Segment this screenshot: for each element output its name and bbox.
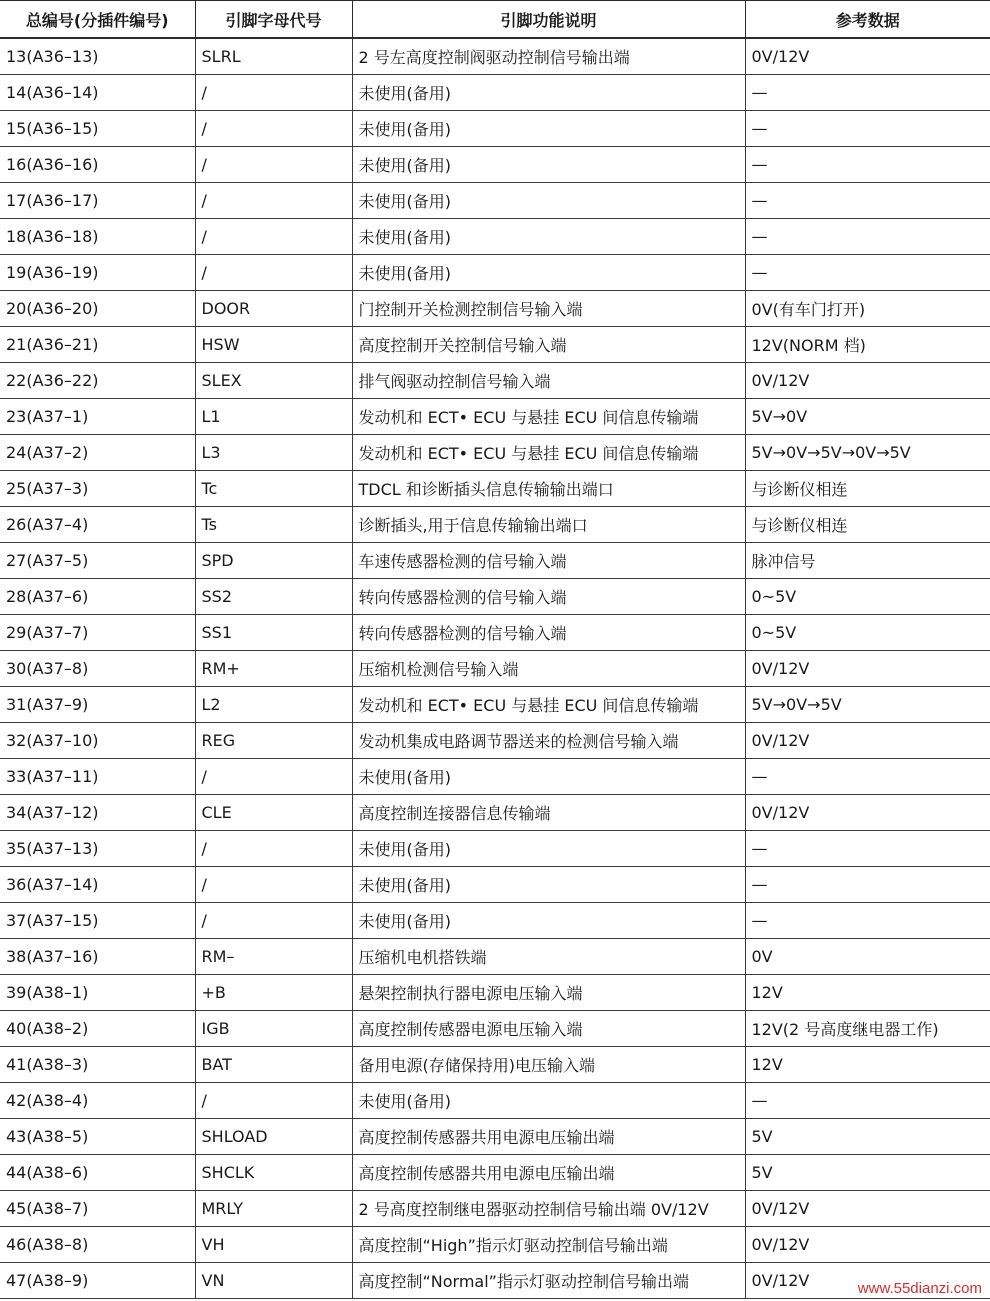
cell-pin-code: / xyxy=(195,903,352,939)
cell-pin-function: 诊断插头,用于信息传输输出端口 xyxy=(352,507,745,543)
table-row xyxy=(0,615,990,651)
cell-total-number: 41(A38–3) xyxy=(0,1047,195,1083)
cell-pin-code: VN xyxy=(195,1263,352,1299)
cell-total-number: 34(A37–12) xyxy=(0,795,195,831)
cell-reference-data: 5V→0V→5V xyxy=(745,687,990,723)
cell-total-number: 46(A38–8) xyxy=(0,1227,195,1263)
cell-reference-data: — xyxy=(745,183,990,219)
cell-pin-code: / xyxy=(195,1083,352,1119)
table-row xyxy=(0,1263,990,1299)
table-row xyxy=(0,1119,990,1155)
cell-reference-data: 5V→0V xyxy=(745,399,990,435)
table-row xyxy=(0,38,990,75)
cell-pin-code: / xyxy=(195,183,352,219)
cell-pin-function: 高度控制“Normal”指示灯驱动控制信号输出端 xyxy=(352,1263,745,1299)
header-reference-data: 参考数据 xyxy=(745,1,990,39)
cell-reference-data: — xyxy=(745,75,990,111)
cell-total-number: 45(A38–7) xyxy=(0,1191,195,1227)
cell-total-number: 25(A37–3) xyxy=(0,471,195,507)
cell-pin-function: 备用电源(存储保持用)电压输入端 xyxy=(352,1047,745,1083)
cell-pin-function: 未使用(备用) xyxy=(352,75,745,111)
cell-pin-code: RM– xyxy=(195,939,352,975)
cell-total-number: 16(A36–16) xyxy=(0,147,195,183)
cell-total-number: 28(A37–6) xyxy=(0,579,195,615)
cell-pin-code: SLRL xyxy=(195,38,352,75)
cell-total-number: 32(A37–10) xyxy=(0,723,195,759)
cell-pin-function: 排气阀驱动控制信号输入端 xyxy=(352,363,745,399)
cell-pin-code: CLE xyxy=(195,795,352,831)
table-row xyxy=(0,759,990,795)
cell-pin-function: 高度控制传感器共用电源电压输出端 xyxy=(352,1155,745,1191)
table-row xyxy=(0,399,990,435)
cell-reference-data: 0V(有车门打开) xyxy=(745,291,990,327)
cell-pin-function: 未使用(备用) xyxy=(352,255,745,291)
table-row xyxy=(0,183,990,219)
cell-pin-code: Ts xyxy=(195,507,352,543)
table-row xyxy=(0,795,990,831)
cell-pin-function: 发动机集成电路调节器送来的检测信号输入端 xyxy=(352,723,745,759)
table-row xyxy=(0,1191,990,1227)
cell-pin-code: L3 xyxy=(195,435,352,471)
cell-total-number: 33(A37–11) xyxy=(0,759,195,795)
cell-pin-function: 压缩机检测信号输入端 xyxy=(352,651,745,687)
cell-total-number: 15(A36–15) xyxy=(0,111,195,147)
watermark: www.55dianzi.com xyxy=(857,1280,982,1297)
cell-total-number: 47(A38–9) xyxy=(0,1263,195,1299)
cell-pin-function: 高度控制传感器电源电压输入端 xyxy=(352,1011,745,1047)
cell-pin-code: SS1 xyxy=(195,615,352,651)
cell-pin-function: 未使用(备用) xyxy=(352,183,745,219)
cell-total-number: 31(A37–9) xyxy=(0,687,195,723)
table-row xyxy=(0,939,990,975)
cell-reference-data: — xyxy=(745,759,990,795)
cell-pin-code: / xyxy=(195,75,352,111)
cell-pin-function: 未使用(备用) xyxy=(352,111,745,147)
cell-reference-data: — xyxy=(745,255,990,291)
cell-reference-data: 脉冲信号 xyxy=(745,543,990,579)
cell-pin-function: 转向传感器检测的信号输入端 xyxy=(352,579,745,615)
table-row xyxy=(0,831,990,867)
cell-reference-data: 0V xyxy=(745,939,990,975)
table-row xyxy=(0,1227,990,1263)
table-row xyxy=(0,975,990,1011)
cell-pin-function: 未使用(备用) xyxy=(352,903,745,939)
cell-pin-function: 未使用(备用) xyxy=(352,831,745,867)
cell-pin-code: SPD xyxy=(195,543,352,579)
cell-pin-function: 未使用(备用) xyxy=(352,219,745,255)
table-row xyxy=(0,363,990,399)
cell-reference-data: 12V xyxy=(745,1047,990,1083)
cell-total-number: 18(A36–18) xyxy=(0,219,195,255)
cell-pin-code: SHCLK xyxy=(195,1155,352,1191)
cell-reference-data: 12V(NORM 档) xyxy=(745,327,990,363)
header-pin-function: 引脚功能说明 xyxy=(352,1,745,39)
table-row xyxy=(0,903,990,939)
cell-total-number: 44(A38–6) xyxy=(0,1155,195,1191)
cell-pin-code: SLEX xyxy=(195,363,352,399)
cell-reference-data: 0V/12V xyxy=(745,795,990,831)
cell-total-number: 38(A37–16) xyxy=(0,939,195,975)
cell-total-number: 35(A37–13) xyxy=(0,831,195,867)
cell-reference-data: — xyxy=(745,147,990,183)
cell-reference-data: 0V/12V xyxy=(745,723,990,759)
cell-pin-code: SHLOAD xyxy=(195,1119,352,1155)
cell-reference-data: 12V(2 号高度继电器工作) xyxy=(745,1011,990,1047)
cell-pin-code: IGB xyxy=(195,1011,352,1047)
cell-pin-function: 发动机和 ECT• ECU 与悬挂 ECU 间信息传输端 xyxy=(352,687,745,723)
cell-pin-function: 门控制开关检测控制信号输入端 xyxy=(352,291,745,327)
cell-pin-code: DOOR xyxy=(195,291,352,327)
table-row xyxy=(0,111,990,147)
cell-total-number: 26(A37–4) xyxy=(0,507,195,543)
table-row xyxy=(0,255,990,291)
cell-reference-data: 0~5V xyxy=(745,615,990,651)
cell-pin-code: Tc xyxy=(195,471,352,507)
table-row xyxy=(0,723,990,759)
table-row xyxy=(0,651,990,687)
cell-total-number: 20(A36–20) xyxy=(0,291,195,327)
cell-pin-code: / xyxy=(195,147,352,183)
cell-reference-data: 12V xyxy=(745,975,990,1011)
header-row xyxy=(0,1,990,39)
table-row xyxy=(0,1083,990,1119)
cell-total-number: 42(A38–4) xyxy=(0,1083,195,1119)
cell-total-number: 22(A36–22) xyxy=(0,363,195,399)
cell-pin-code: MRLY xyxy=(195,1191,352,1227)
cell-pin-code: L1 xyxy=(195,399,352,435)
cell-pin-function: 高度控制开关控制信号输入端 xyxy=(352,327,745,363)
table-row xyxy=(0,543,990,579)
cell-total-number: 21(A36–21) xyxy=(0,327,195,363)
table-body xyxy=(0,38,990,1299)
cell-reference-data: — xyxy=(745,1083,990,1119)
cell-total-number: 43(A38–5) xyxy=(0,1119,195,1155)
cell-pin-function: 未使用(备用) xyxy=(352,1083,745,1119)
table-row xyxy=(0,1155,990,1191)
cell-reference-data: — xyxy=(745,831,990,867)
cell-reference-data: 5V→0V→5V→0V→5V xyxy=(745,435,990,471)
table-row xyxy=(0,1047,990,1083)
cell-total-number: 23(A37–1) xyxy=(0,399,195,435)
cell-total-number: 29(A37–7) xyxy=(0,615,195,651)
cell-reference-data: 0V/12V xyxy=(745,38,990,75)
cell-pin-function: 2 号高度控制继电器驱动控制信号输出端 0V/12V xyxy=(352,1191,745,1227)
cell-pin-function: 压缩机电机搭铁端 xyxy=(352,939,745,975)
table-row xyxy=(0,867,990,903)
cell-pin-code: / xyxy=(195,759,352,795)
cell-reference-data: — xyxy=(745,219,990,255)
cell-total-number: 40(A38–2) xyxy=(0,1011,195,1047)
cell-pin-function: 悬架控制执行器电源电压输入端 xyxy=(352,975,745,1011)
table-row xyxy=(0,435,990,471)
cell-total-number: 36(A37–14) xyxy=(0,867,195,903)
cell-total-number: 39(A38–1) xyxy=(0,975,195,1011)
cell-reference-data: 0~5V xyxy=(745,579,990,615)
cell-total-number: 17(A36–17) xyxy=(0,183,195,219)
cell-reference-data: 与诊断仪相连 xyxy=(745,471,990,507)
cell-total-number: 37(A37–15) xyxy=(0,903,195,939)
cell-reference-data: 0V/12V xyxy=(745,363,990,399)
cell-reference-data: 5V xyxy=(745,1155,990,1191)
cell-pin-code: / xyxy=(195,255,352,291)
cell-total-number: 30(A37–8) xyxy=(0,651,195,687)
cell-total-number: 19(A36–19) xyxy=(0,255,195,291)
cell-pin-code: VH xyxy=(195,1227,352,1263)
cell-pin-function: 未使用(备用) xyxy=(352,867,745,903)
table-row xyxy=(0,1011,990,1047)
cell-reference-data: — xyxy=(745,111,990,147)
cell-reference-data: 0V/12V xyxy=(745,651,990,687)
cell-pin-code: / xyxy=(195,111,352,147)
cell-pin-code: / xyxy=(195,219,352,255)
cell-reference-data: 0V/12V xyxy=(745,1263,990,1299)
table-row xyxy=(0,75,990,111)
cell-reference-data: — xyxy=(745,903,990,939)
cell-pin-code: SS2 xyxy=(195,579,352,615)
cell-total-number: 27(A37–5) xyxy=(0,543,195,579)
cell-total-number: 24(A37–2) xyxy=(0,435,195,471)
cell-pin-function: 发动机和 ECT• ECU 与悬挂 ECU 间信息传输端 xyxy=(352,399,745,435)
cell-pin-function: 发动机和 ECT• ECU 与悬挂 ECU 间信息传输端 xyxy=(352,435,745,471)
table-row xyxy=(0,147,990,183)
cell-pin-code: / xyxy=(195,831,352,867)
cell-pin-function: 车速传感器检测的信号输入端 xyxy=(352,543,745,579)
cell-pin-function: 未使用(备用) xyxy=(352,759,745,795)
table-row xyxy=(0,687,990,723)
cell-pin-function: 高度控制“High”指示灯驱动控制信号输出端 xyxy=(352,1227,745,1263)
cell-reference-data: — xyxy=(745,867,990,903)
table-row xyxy=(0,219,990,255)
cell-reference-data: 0V/12V xyxy=(745,1227,990,1263)
cell-pin-function: TDCL 和诊断插头信息传输输出端口 xyxy=(352,471,745,507)
cell-pin-function: 转向传感器检测的信号输入端 xyxy=(352,615,745,651)
cell-total-number: 13(A36–13) xyxy=(0,38,195,75)
cell-pin-code: REG xyxy=(195,723,352,759)
cell-total-number: 14(A36–14) xyxy=(0,75,195,111)
cell-reference-data: 与诊断仪相连 xyxy=(745,507,990,543)
cell-pin-code: L2 xyxy=(195,687,352,723)
cell-pin-code: HSW xyxy=(195,327,352,363)
cell-pin-function: 高度控制连接器信息传输端 xyxy=(352,795,745,831)
cell-pin-function: 2 号左高度控制阀驱动控制信号输出端 xyxy=(352,38,745,75)
cell-pin-code: / xyxy=(195,867,352,903)
table-row xyxy=(0,507,990,543)
cell-pin-code: BAT xyxy=(195,1047,352,1083)
cell-reference-data: 0V/12V xyxy=(745,1191,990,1227)
table-header xyxy=(0,1,990,39)
cell-reference-data: 5V xyxy=(745,1119,990,1155)
header-total-number: 总编号(分插件编号) xyxy=(0,1,195,39)
cell-pin-code: RM+ xyxy=(195,651,352,687)
table-row xyxy=(0,327,990,363)
cell-pin-function: 未使用(备用) xyxy=(352,147,745,183)
table-row xyxy=(0,579,990,615)
header-pin-code: 引脚字母代号 xyxy=(195,1,352,39)
cell-pin-code: +B xyxy=(195,975,352,1011)
table-row xyxy=(0,291,990,327)
table-row xyxy=(0,471,990,507)
cell-pin-function: 高度控制传感器共用电源电压输出端 xyxy=(352,1119,745,1155)
